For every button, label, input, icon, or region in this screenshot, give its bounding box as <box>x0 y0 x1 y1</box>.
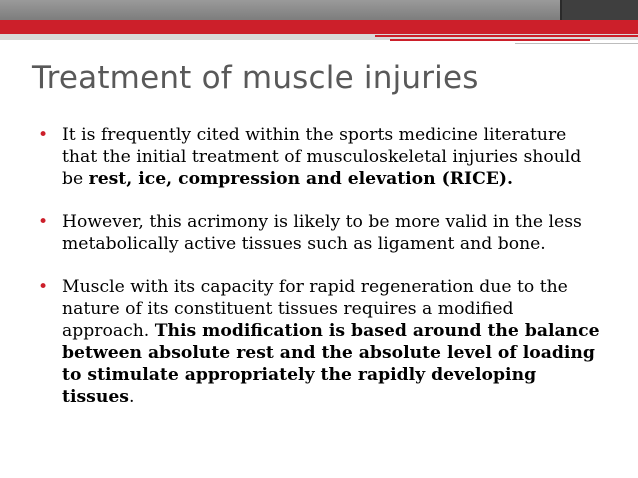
bullet-item <box>24 276 604 408</box>
bullet-list <box>24 124 604 408</box>
bullet-item <box>24 124 604 190</box>
bullet-text: It is frequently cited within the sports medicine literature that the initial treatment of musculoskeletal injuries should be <box>62 125 582 189</box>
bullet-dot-icon: • <box>38 212 49 232</box>
header-accent-line <box>375 35 638 37</box>
bullet-item <box>24 211 604 255</box>
header-band-divider <box>560 0 562 20</box>
slide-title: Treatment of muscle injuries <box>32 60 479 96</box>
header-band-red <box>0 20 638 34</box>
bullet-bold-text: rest, ice, compression and elevation (RICE). <box>88 169 513 189</box>
header-band-gray <box>0 0 638 20</box>
bullet-text: Muscle with its capacity for rapid regeneration due to the nature of its constituent tissues requires a modified approach. <box>62 277 568 341</box>
bullet-dot-icon: • <box>38 277 49 297</box>
header-band-dark <box>560 0 638 20</box>
bullet-dot-icon: • <box>38 125 49 145</box>
header-accent-line <box>515 43 638 44</box>
bullet-bold-text: This modification is based around the balance between absolute rest and the absolute level of loading to stimulate appropriately the rapidly developing tissues <box>62 321 600 407</box>
bullet-trailing-text: . <box>128 387 135 407</box>
bullet-text: However, this acrimony is likely to be more valid in the less metabolically active tissues such as ligament and bone. <box>62 212 582 254</box>
header-accent-line <box>390 39 590 41</box>
